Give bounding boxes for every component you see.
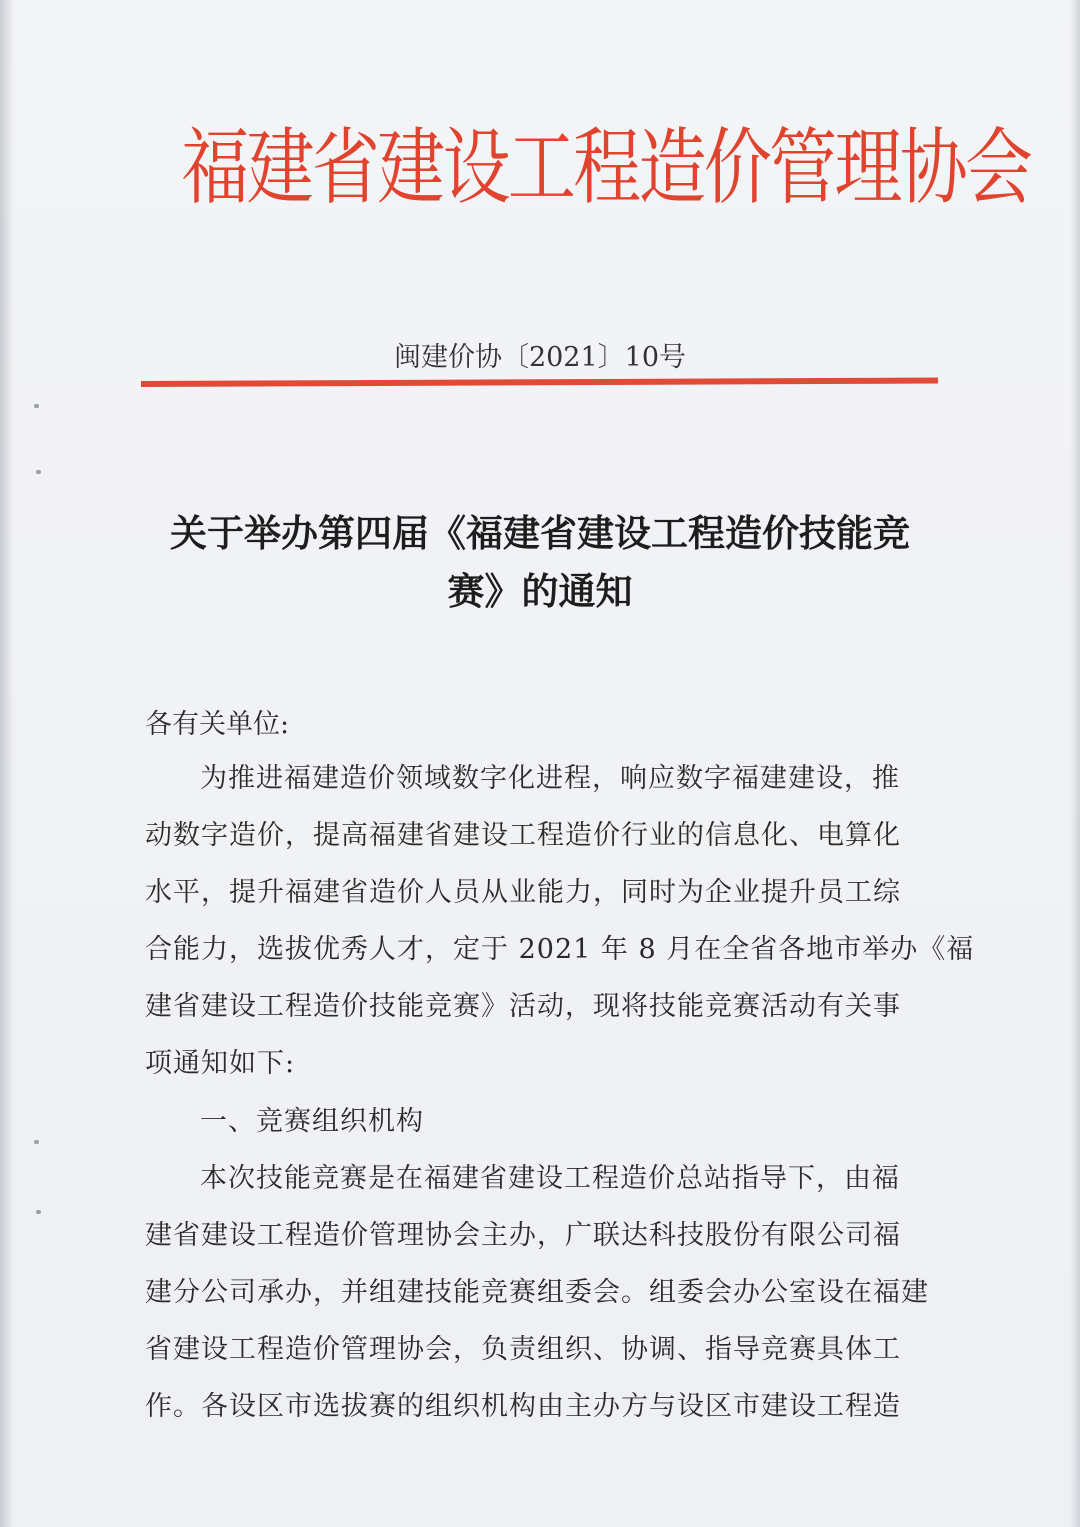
notice-title-line: 关于举办第四届《福建省建设工程造价技能竞 bbox=[170, 512, 910, 555]
salutation: 各有关单位: bbox=[145, 709, 290, 740]
paragraph-line: 建省建设工程造价管理协会主办，广联达科技股份有限公司福 bbox=[145, 1220, 901, 1251]
organization-letterhead: 福建省建设工程造价管理协会 bbox=[181, 119, 1031, 217]
paragraph-line: 水平，提升福建省造价人员从业能力，同时为企业提升员工综 bbox=[145, 877, 901, 908]
scan-speck bbox=[34, 404, 39, 408]
page-shadow-left bbox=[0, 0, 14, 1527]
paragraph-line: 动数字造价，提高福建省建设工程造价行业的信息化、电算化 bbox=[145, 820, 901, 851]
paragraph-line: 作。各设区市选拔赛的组织机构由主办方与设区市建设工程造 bbox=[145, 1391, 901, 1422]
notice-title-line: 赛》的通知 bbox=[447, 570, 633, 613]
section-heading bbox=[145, 1093, 945, 1150]
scan-speck bbox=[36, 1210, 41, 1214]
paragraph-line: 省建设工程造价管理协会，负责组织、协调、指导竞赛具体工 bbox=[145, 1334, 901, 1365]
notice-title bbox=[120, 505, 960, 621]
paragraph-line: 为推进福建造价领域数字化进程，响应数字福建建设，推 bbox=[200, 763, 900, 794]
paragraph-line: 建省建设工程造价技能竞赛》活动，现将技能竞赛活动有关事 bbox=[145, 991, 901, 1022]
paragraph-line: 合能力，选拔优秀人才，定于 2021 年 8 月在全省各地市举办《福 bbox=[145, 934, 975, 965]
paragraph-line: 本次技能竞赛是在福建省建设工程造价总站指导下，由福 bbox=[200, 1163, 900, 1194]
paragraph-intro bbox=[145, 750, 975, 1092]
scan-speck bbox=[34, 1140, 39, 1144]
scan-speck bbox=[36, 470, 41, 474]
section-heading-text: 一、竞赛组织机构 bbox=[200, 1106, 424, 1137]
page-shadow-right bbox=[1070, 0, 1080, 1527]
paragraph-line: 建分公司承办，并组建技能竞赛组委会。组委会办公室设在福建 bbox=[145, 1277, 929, 1308]
paragraph-line: 项通知如下: bbox=[145, 1048, 296, 1079]
paragraph-organization bbox=[145, 1150, 945, 1435]
red-divider-line bbox=[141, 378, 938, 387]
document-number: 闽建价协〔2021〕10号 bbox=[393, 342, 687, 373]
